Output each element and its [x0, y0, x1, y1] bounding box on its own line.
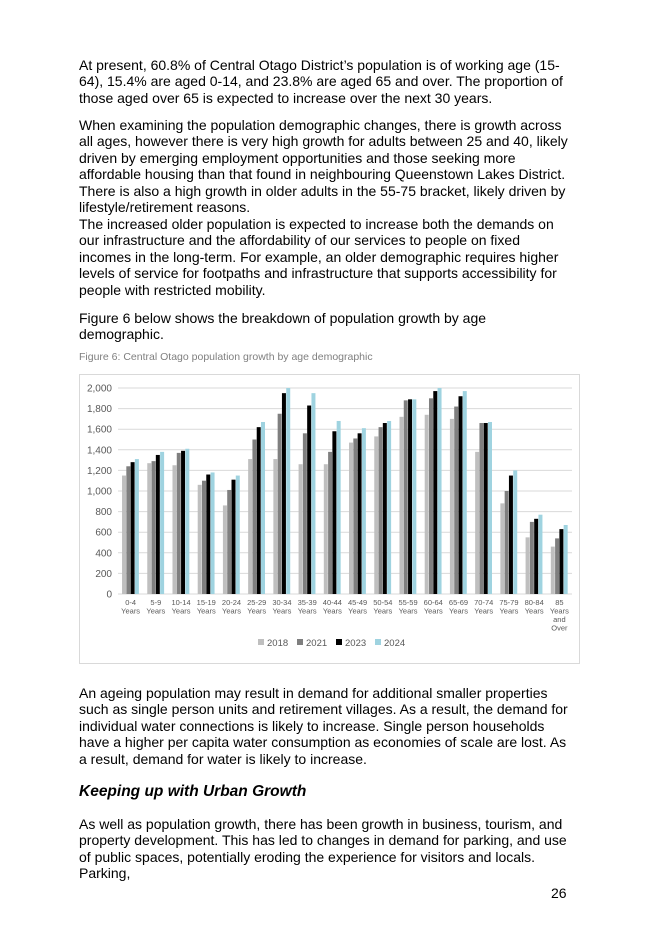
- x-tick-label: 85 Years and Over: [549, 598, 569, 633]
- legend-swatch: [297, 639, 303, 645]
- urban-growth-paragraph: As well as population growth, there has been growth in business, tourism, and property development. This has led to changes in demand for parking, and use of public spaces, potentially eroding the experience for visitors and locals. Parking,: [79, 816, 567, 882]
- x-tick-label: 40-44 Years: [322, 598, 342, 616]
- y-tick-label: 2,000: [86, 383, 112, 395]
- y-tick-label: 1,400: [86, 445, 112, 457]
- bar: [202, 481, 206, 594]
- bar: [438, 388, 442, 594]
- bar: [286, 388, 290, 594]
- x-tick-label: 60-64 Years: [423, 598, 443, 616]
- x-tick-label: 10-14 Years: [171, 598, 191, 616]
- x-tick-label: 0-4 Years: [121, 598, 141, 616]
- bar: [530, 522, 534, 594]
- bar: [172, 465, 176, 594]
- bar: [404, 400, 408, 594]
- bar: [505, 491, 509, 594]
- bar: [513, 470, 517, 594]
- bar: [282, 393, 286, 594]
- legend-swatch: [336, 639, 342, 645]
- legend-swatch: [258, 639, 264, 645]
- bar: [534, 519, 538, 594]
- chart-svg: [80, 375, 581, 665]
- bar: [408, 399, 412, 594]
- x-tick-label: 70-74 Years: [474, 598, 494, 616]
- demographic-change-paragraph: When examining the population demographic changes, there is growth across all ages, however there is very high growth for adults between 25 and 40, likely driven by emerging employment opportunities and those seeking more affordable housing than that found in neighbouring Queenstown Lakes District. There is also a high growth in older adults in the 55-75 bracket, likely driven by lifestyle/retirement reasons.: [79, 117, 568, 216]
- bar: [387, 421, 391, 594]
- y-tick-label: 1,200: [86, 465, 112, 477]
- bar: [459, 396, 463, 594]
- bar: [307, 406, 311, 594]
- y-tick-label: 1,800: [86, 404, 112, 416]
- y-tick-label: 400: [95, 548, 112, 560]
- bar: [131, 462, 135, 594]
- x-tick-label: 15-19 Years: [196, 598, 216, 616]
- bar: [412, 399, 416, 594]
- bar: [303, 433, 307, 594]
- x-tick-label: 35-39 Years: [297, 598, 317, 616]
- bar: [559, 529, 563, 594]
- bar: [236, 476, 240, 594]
- bar: [227, 490, 231, 594]
- bar: [126, 466, 130, 594]
- bar: [328, 452, 332, 594]
- y-tick-label: 800: [95, 507, 112, 519]
- bar: [160, 452, 164, 594]
- bar: [425, 415, 429, 594]
- bar: [551, 547, 555, 594]
- bar: [198, 485, 202, 594]
- bar: [135, 459, 139, 594]
- bar: [261, 422, 265, 594]
- bar: [564, 525, 568, 594]
- x-tick-label: 55-59 Years: [398, 598, 418, 616]
- bar: [433, 391, 437, 594]
- bar: [353, 438, 357, 594]
- x-tick-label: 25-29 Years: [247, 598, 267, 616]
- legend-label: 2021: [306, 638, 328, 649]
- bar: [479, 423, 483, 594]
- bar: [232, 480, 236, 594]
- bar: [206, 475, 210, 594]
- bar: [122, 476, 126, 594]
- bar: [358, 433, 362, 594]
- y-tick-label: 600: [95, 527, 112, 539]
- bar: [223, 505, 227, 594]
- bar: [211, 472, 215, 594]
- x-tick-label: 65-69 Years: [448, 598, 469, 616]
- older-population-paragraph: The increased older population is expected to increase both the demands on our infrastructure and the affordability of our services to people on fixed incomes in the long-term. For example, an older demographic requires higher levels of service for footpaths and infrastructure that supports accessibility for people with restricted mobility.: [79, 216, 559, 298]
- bar: [475, 452, 479, 594]
- ageing-population-paragraph: An ageing population may result in demand for additional smaller properties such as single person units and retirement villages. As a result, the demand for individual water connections is likely to increase. Single person households have a higher per capita water consumption as economies of scale are lost. As a result, demand for water is likely to increase.: [79, 685, 568, 767]
- legend-label: 2018: [267, 638, 289, 649]
- bar: [181, 451, 185, 594]
- bar: [500, 503, 504, 594]
- population-growth-chart: [79, 374, 580, 664]
- bar: [488, 422, 492, 594]
- bar: [509, 476, 513, 594]
- bar: [177, 453, 181, 594]
- bar: [299, 464, 303, 594]
- bar: [429, 398, 433, 594]
- legend-swatch: [375, 639, 381, 645]
- bar: [450, 419, 454, 594]
- bar: [311, 393, 315, 594]
- bar: [337, 421, 341, 594]
- y-tick-label: 1,000: [86, 486, 112, 498]
- bar: [278, 414, 282, 594]
- legend-label: 2024: [384, 638, 406, 649]
- bar: [152, 461, 156, 594]
- bar: [147, 463, 151, 594]
- bar: [383, 423, 387, 594]
- page-number: 26: [551, 885, 567, 901]
- bar: [463, 391, 467, 594]
- x-tick-label: 50-54 Years: [373, 598, 393, 616]
- bar: [156, 455, 160, 594]
- y-tick-label: 1,600: [86, 424, 112, 436]
- bar: [374, 436, 378, 594]
- bar: [362, 428, 366, 594]
- y-tick-label: 0: [106, 589, 112, 601]
- bar: [257, 427, 261, 594]
- bar: [454, 407, 458, 594]
- bar: [379, 427, 383, 594]
- bar: [332, 431, 336, 594]
- section-heading: Keeping up with Urban Growth: [79, 783, 307, 800]
- bar: [555, 538, 559, 594]
- intro-paragraph: At present, 60.8% of Central Otago District’s population is of working age (15-64), 15.4% are aged 0-14, and 23.8% are aged 65 and over. The proportion of those aged over 65 is expected to increase over the next 30 years.: [79, 57, 563, 106]
- bar: [526, 537, 530, 594]
- y-tick-label: 200: [95, 568, 112, 580]
- x-tick-label: 20-24 Years: [221, 598, 242, 616]
- x-tick-label: 80-84 Years: [524, 598, 544, 616]
- x-tick-label: 75-79 Years: [499, 598, 519, 616]
- figure-caption: Figure 6: Central Otago population growth by age demographic: [79, 351, 373, 363]
- legend-label: 2023: [345, 638, 367, 649]
- bar: [538, 515, 542, 594]
- bar: [349, 443, 353, 594]
- bar: [252, 440, 256, 595]
- bar: [399, 417, 403, 594]
- x-tick-label: 5-9 Years: [146, 598, 166, 616]
- bar: [484, 423, 488, 594]
- bar: [248, 459, 252, 594]
- figure-reference-paragraph: Figure 6 below shows the breakdown of population growth by age demographic.: [79, 310, 487, 343]
- bar: [324, 464, 328, 594]
- x-tick-label: 45-49 Years: [348, 598, 368, 616]
- bar: [185, 449, 189, 594]
- bar: [273, 459, 277, 594]
- x-tick-label: 30-34 Years: [272, 598, 292, 616]
